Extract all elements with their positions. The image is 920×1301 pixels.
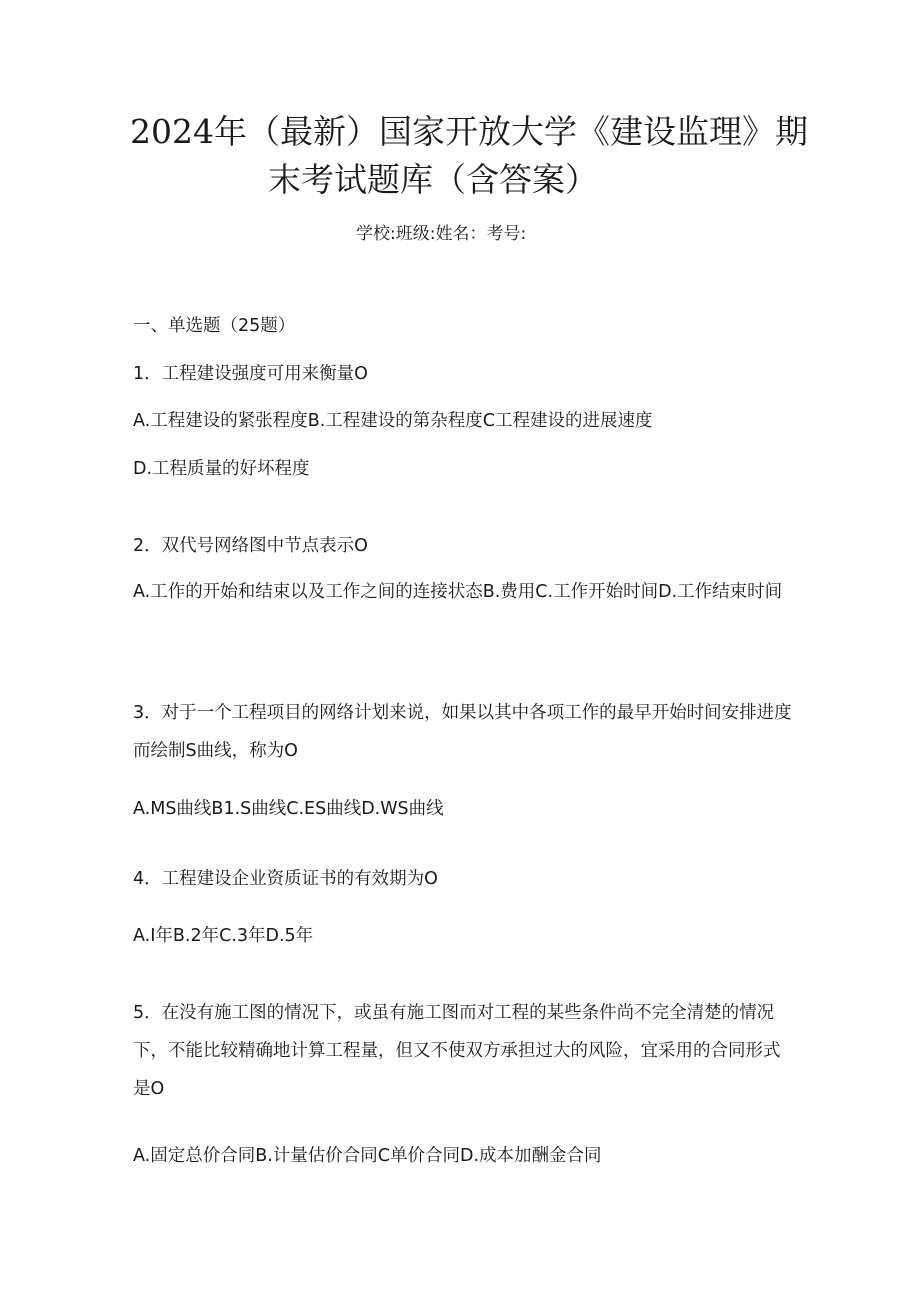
question-3-options: A.MS曲线B1.S曲线C.ES曲线D.WS曲线	[133, 799, 444, 819]
title-line-2: 末考试题库（含答案）	[268, 160, 598, 199]
question-1-options-line-1: A.工程建设的紧张程度B.工程建设的第杂程度C工程建设的进展速度	[133, 411, 653, 431]
question-2-options: A.工作的开始和结束以及工作之间的连接状态B.费用C.工作开始时间D.工作结束时间	[133, 582, 783, 602]
question-5-stem: 5．在没有施工图的情况下，或虽有施工图而对工程的某些条件尚不完全清楚的情况下，不能比较精确地计算工程量，但又不使双方承担过大的风险，宜采用的合同形式是O	[133, 1003, 781, 1099]
question-4-stem: 4．工程建设企业资质证书的有效期为O	[133, 869, 438, 889]
question-5-options: A.固定总价合同B.计量估价合同C单价合同D.成本加酬金合同	[133, 1146, 602, 1166]
question-1-options-line-2: D.工程质量的好坏程度	[133, 459, 310, 479]
question-1-stem: 1．工程建设强度可用来衡量O	[133, 364, 368, 384]
title-line-1: 2024年（最新）国家开放大学《建设监理》期	[130, 112, 808, 151]
student-info-line: 学校:班级:姓名：考号:	[356, 224, 527, 244]
section-heading: 一、单选题（25题）	[133, 316, 296, 336]
question-3-stem: 3．对于一个工程项目的网络计划来说，如果以其中各项工作的最早开始时间安排进度而绘制S曲线，称为O	[133, 703, 792, 761]
question-2-stem: 2．双代号网络图中节点表示O	[133, 536, 368, 556]
document-title	[130, 108, 810, 204]
question-4-options: A.I年B.2年C.3年D.5年	[133, 926, 314, 946]
